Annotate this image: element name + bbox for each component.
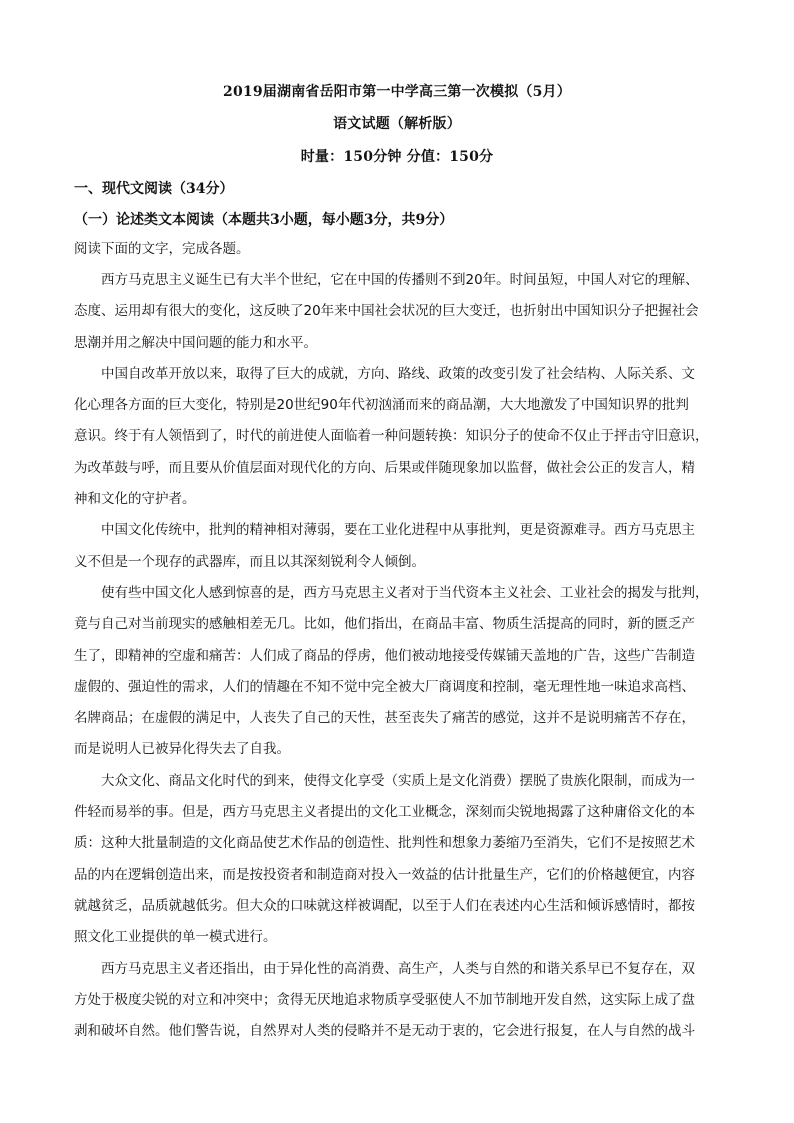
passage-line: 品的内在逻辑创造出来，而是按投资者和制造商对投入一效益的估计批量生产，它们的价格越便宜，内容: [74, 866, 695, 883]
passage-line: 义不但是一个现存的武器库，而且以其深刻锐利令人倾倒。: [74, 553, 425, 570]
passage-line: 剥和破坏自然。他们警告说，自然界对人类的侵略并不是无动于衷的，它会进行报复，在人与自然的战斗: [74, 1023, 695, 1040]
passage-line: 为改革鼓与呼，而且要从价值层面对现代化的方向、后果或伴随现象加以监督，做社会公正的发言人，精: [74, 459, 695, 476]
passage-line: 大众文化、商品文化时代的到来，使得文化享受（实质上是文化消费）摆脱了贵族化限制，而成为一: [74, 772, 695, 789]
subject-title: 语文试题（解析版）: [333, 116, 461, 132]
passage-line: 名牌商品；在虚假的满足中，人丧失了自己的天性，甚至丧失了痛苦的感觉，这并不是说明痛苦不存在，: [74, 710, 695, 727]
passage-line: 神和文化的守护者。: [74, 491, 196, 508]
exam-title: 2019届湖南省岳阳市第一中学高三第一次模拟（5月）: [223, 84, 571, 100]
passage-line: 生了，即精神的空虚和痛苦：人们成了商品的俘虏，他们被动地接受传媒铺天盖地的广告，这些广告制造: [74, 647, 695, 664]
passage-line: 照文化工业提供的单一模式进行。: [74, 929, 277, 946]
subsection-heading: （一）论述类文本阅读（本题共3小题，每小题3分，共9分）: [74, 212, 454, 228]
passage-text: [74, 265, 722, 1047]
passage-line: 就越贫乏，品质就越低劣。但大众的口味就这样被调配，以至于人们在表述内心生活和倾诉感情时，都按: [74, 897, 695, 914]
passage-line: 方处于极度尖锐的对立和冲突中；贪得无厌地追求物质享受驱使人不加节制地开发自然，这实际上成了盘: [74, 991, 695, 1008]
passage-line: 思潮并用之解决中国问题的能力和水平。: [74, 334, 317, 351]
passage-line: 中国自改革开放以来，取得了巨大的成就，方向、路线、政策的改变引发了社会结构、人际关系、文: [74, 365, 695, 382]
passage-line: 西方马克思主义者还指出，由于异化性的高消费、高生产，人类与自然的和谐关系早已不复存在，双: [74, 960, 695, 977]
passage-line: 竟与自己对当前现实的感触相差无几。比如，他们指出，在商品丰富、物质生活提高的同时，新的匮乏产: [74, 616, 695, 633]
passage-line: 中国文化传统中，批判的精神相对薄弱，要在工业化进程中从事批判，更是资源难寻。西方马克思主: [74, 522, 695, 539]
instruction-text: 阅读下面的文字，完成各题。: [74, 241, 250, 257]
passage-line: 意识。终于有人领悟到了，时代的前进使人面临着一种问题转换：知识分子的使命不仅止于抨击守旧意识，: [74, 428, 709, 445]
reading-instruction: [74, 234, 722, 265]
time-score-line: 时量：150分钟 分值：150分: [300, 149, 494, 165]
passage-line: 而是说明人已被异化得失去了自我。: [74, 741, 290, 758]
passage-line: 使有些中国文化人感到惊喜的是，西方马克思主义者对于当代资本主义社会、工业社会的揭发与批判，: [74, 584, 709, 601]
section-heading: 一、现代文阅读（34分）: [74, 181, 234, 197]
passage-line: 态度、运用却有很大的变化，这反映了20年来中国社会状况的巨大变迁，也折射出中国知识分子把握社会: [74, 303, 699, 320]
passage-line: 质：这种大批量制造的文化商品使艺术作品的创造性、批判性和想象力萎缩乃至消失，它们不是按照艺术: [74, 835, 695, 852]
passage-line: 西方马克思主义诞生已有大半个世纪，它在中国的传播则不到20年。时间虽短，中国人对它的理解、: [74, 272, 699, 288]
passage-line: 虚假的、强迫性的需求，人们的情趣在不知不觉中完全被大厂商调度和控制，毫无理性地一味追求高档、: [74, 678, 695, 695]
passage-line: 件轻而易举的事。但是，西方马克思主义者提出的文化工业概念，深刻而尖锐地揭露了这种庸俗文化的本: [74, 804, 695, 821]
passage-line: 化心理各方面的巨大变化，特别是20世纪90年代初汹涌而来的商品潮，大大地激发了中国知识界的批判: [74, 397, 689, 414]
